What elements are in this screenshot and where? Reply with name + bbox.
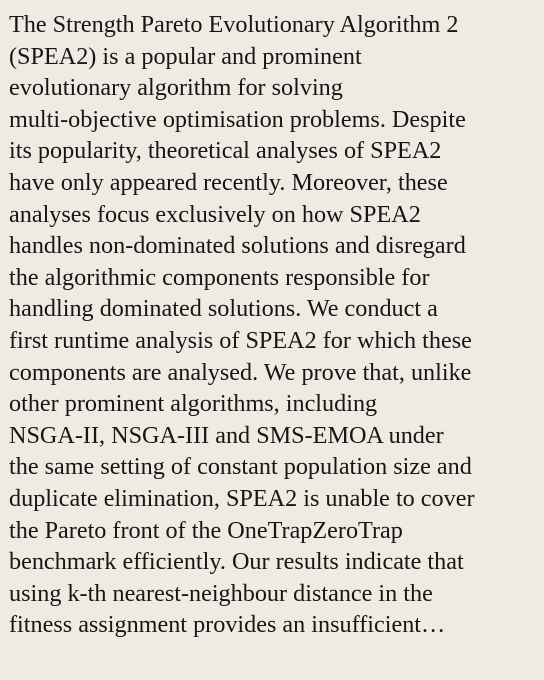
abstract-line: multi-objective optimisation problems. Despite	[9, 105, 466, 133]
abstract-line: have only appeared recently. Moreover, these	[9, 168, 448, 196]
abstract-line: handles non-dominated solutions and disregard	[9, 232, 466, 260]
abstract-line: analyses focus exclusively on how SPEA2	[9, 200, 421, 228]
abstract-line: first runtime analysis of SPEA2 for which these	[9, 326, 472, 354]
abstract-text	[9, 9, 539, 641]
abstract-line: benchmark efficiently. Our results indicate that	[9, 548, 464, 576]
abstract-line: components are analysed. We prove that, unlike	[9, 358, 472, 386]
abstract-line: duplicate elimination, SPEA2 is unable to cover	[9, 484, 475, 512]
abstract-line: handling dominated solutions. We conduct a	[9, 295, 438, 323]
abstract-line: the Pareto front of the OneTrapZeroTrap	[9, 516, 403, 544]
abstract-line: using k-th nearest-neighbour distance in the	[9, 579, 433, 607]
abstract-line: fitness assignment provides an insufficient…	[9, 611, 446, 639]
abstract-line: the algorithmic components responsible for	[9, 263, 430, 291]
abstract-line: evolutionary algorithm for solving	[9, 74, 343, 102]
abstract-line: (SPEA2) is a popular and prominent	[9, 42, 362, 70]
abstract-line: other prominent algorithms, including	[9, 390, 378, 418]
abstract-line: The Strength Pareto Evolutionary Algorithm 2	[9, 11, 459, 38]
abstract-line: the same setting of constant population size and	[9, 453, 472, 481]
abstract-line: its popularity, theoretical analyses of SPEA2	[9, 137, 442, 165]
abstract-line: NSGA-II, NSGA-III and SMS-EMOA under	[9, 421, 444, 449]
